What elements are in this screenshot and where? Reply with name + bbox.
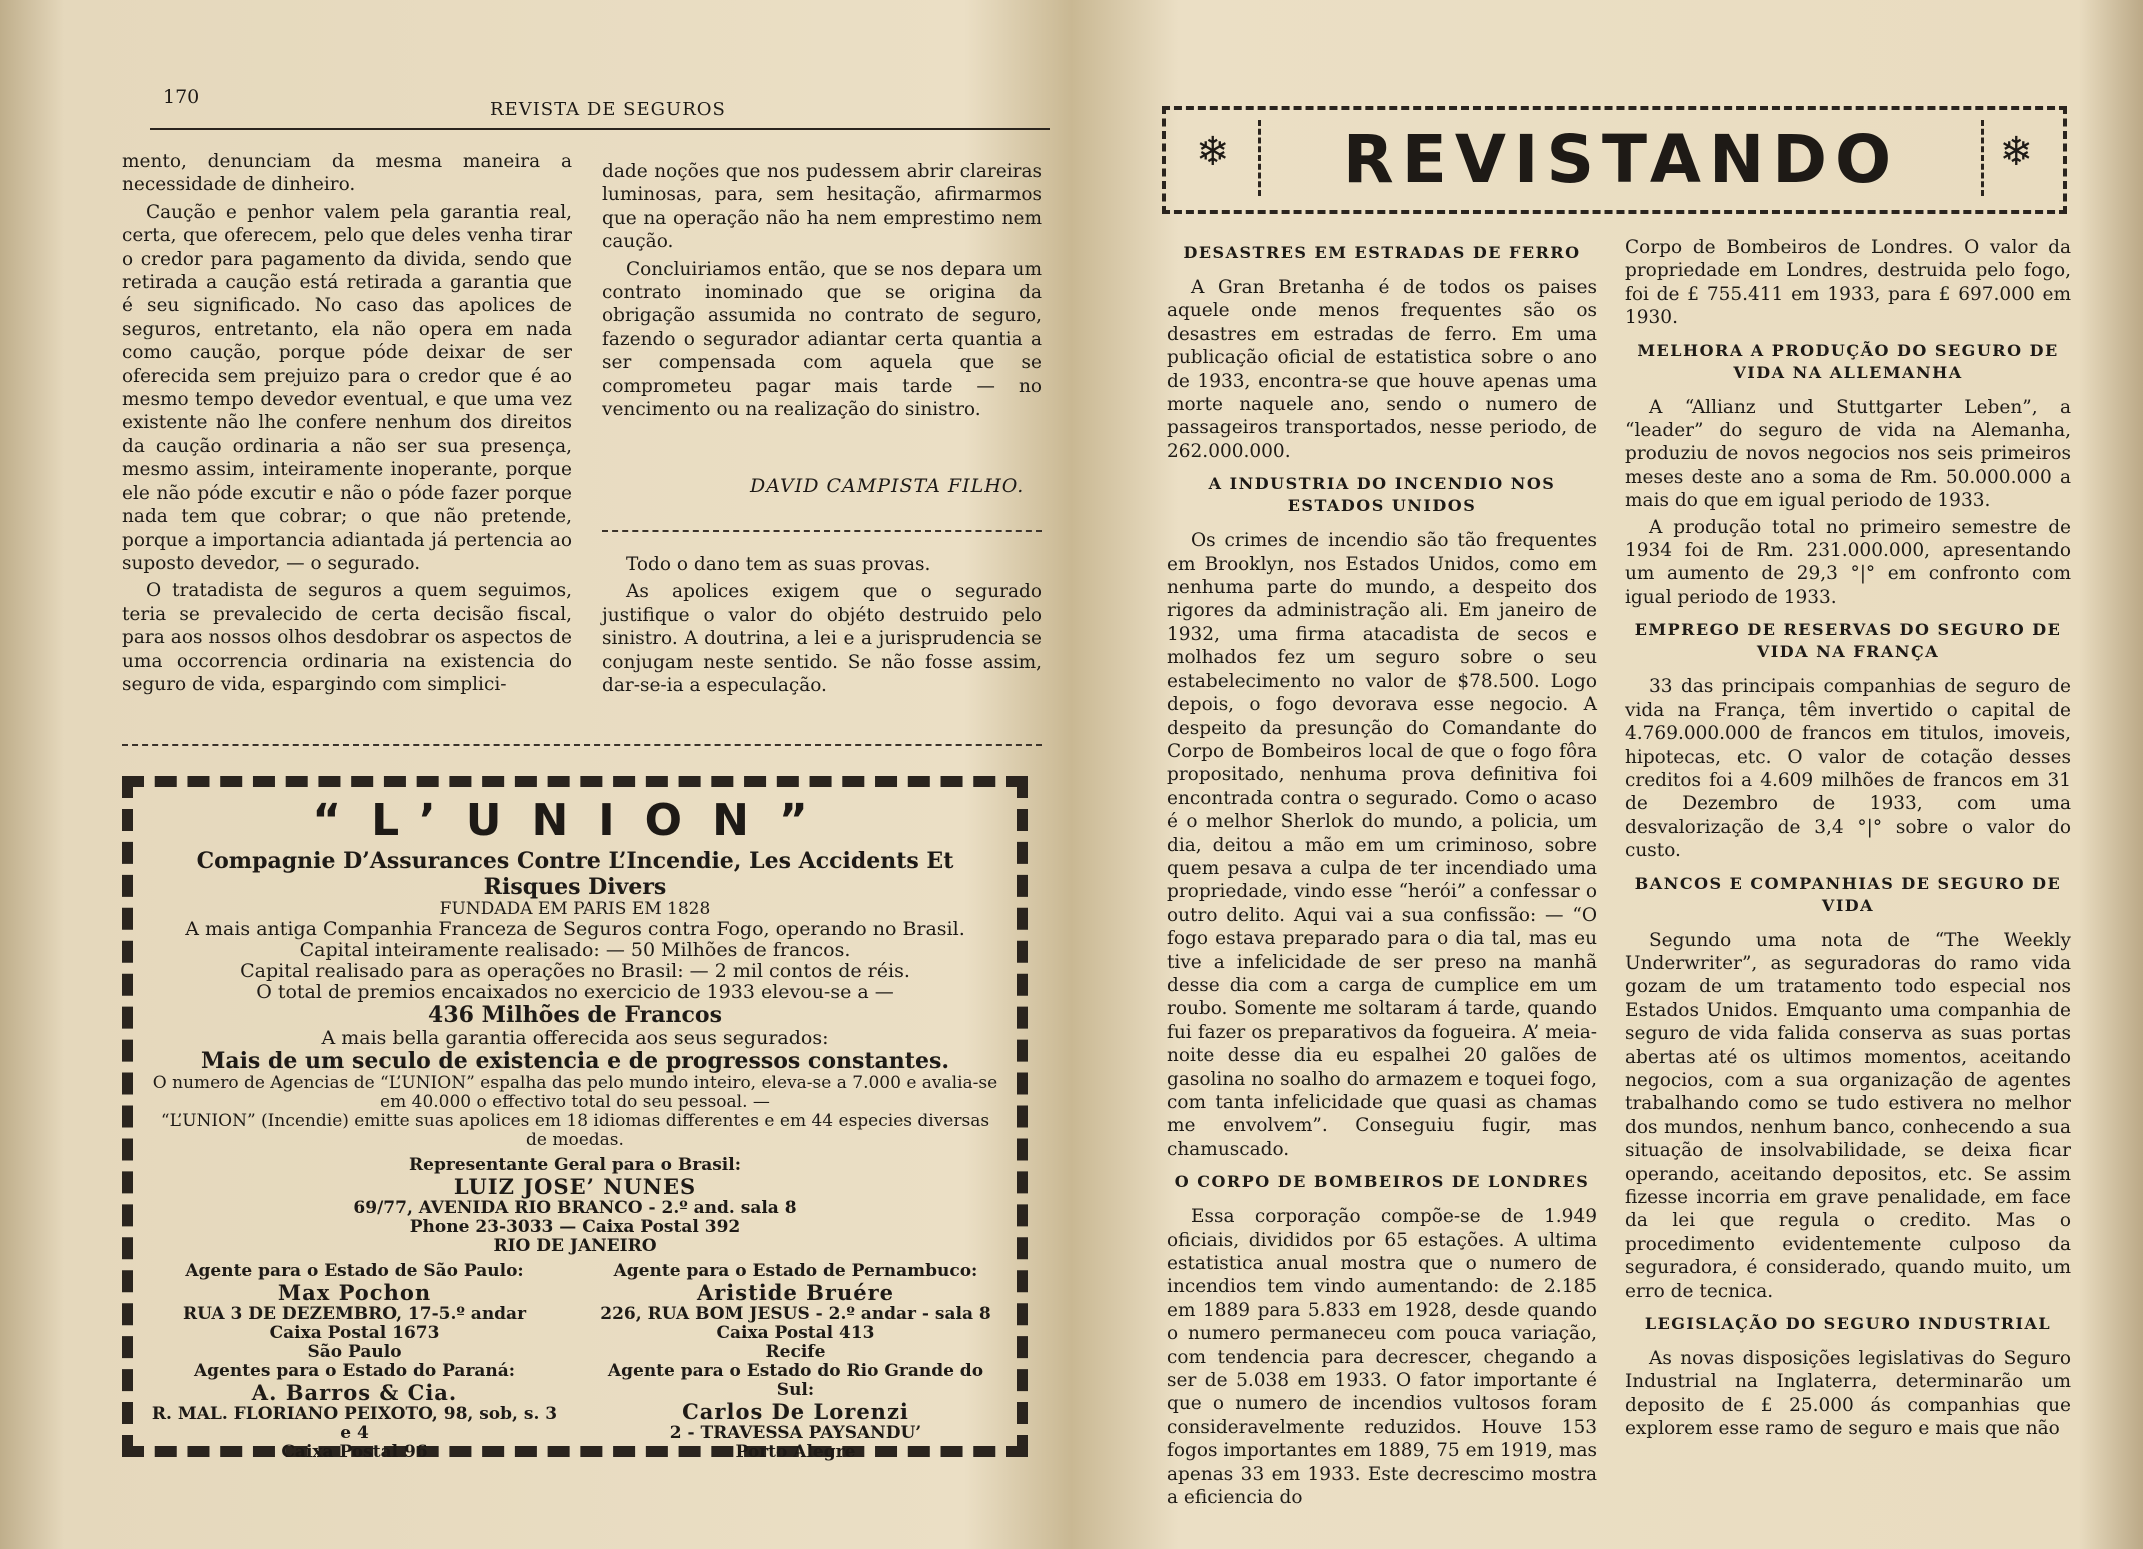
ad-rep-city: RIO DE JANEIRO bbox=[493, 1236, 657, 1256]
paragraph: dade noções que nos pudessem abrir clareiras luminosas, para, sem hesitação, afirmarmos que na operação não ha nem emprestimo nem caução. bbox=[602, 161, 1042, 253]
article-heading: A INDUSTRIA DO INCENDIO NOS ESTADOS UNIDOS bbox=[1208, 474, 1556, 516]
paragraph: As novas disposições legislativas do Seguro Industrial na Inglaterra, determinarão um deposito de £ 25.000 ás companhias que explorem esse ramo de seguro e mais que não bbox=[1625, 1348, 2071, 1440]
ad-agent-box: Caixa Postal 1673 bbox=[269, 1323, 440, 1343]
article-heading: O CORPO DE BOMBEIROS DE LONDRES bbox=[1174, 1172, 1590, 1192]
ad-rep-phone: Phone 23-3033 — Caixa Postal 392 bbox=[409, 1217, 741, 1237]
ad-agent-name: Aristide Bruére bbox=[696, 1280, 895, 1305]
ad-agent-address: 2 - TRAVESSA PAYSANDU’ bbox=[669, 1423, 922, 1443]
ad-agents bbox=[151, 1262, 999, 1462]
section-divider bbox=[602, 530, 1042, 532]
article-heading: BANCOS E COMPANHIAS DE SEGURO DE VIDA bbox=[1634, 873, 2062, 915]
ad-divider bbox=[122, 744, 1042, 746]
paragraph: mento, denunciam da mesma maneira a necessidade de dinheiro. bbox=[122, 151, 572, 196]
paragraph: As apolices exigem que o segurado justifique o valor do objéto destruido pelo sinistro. A doutrina, a lei e a jurisprudencia se conjugam neste sentido. Se não fosse assim, dar-se-ia a especulação. bbox=[602, 581, 1042, 697]
ad-founded: FUNDADA EM PARIS EM 1828 bbox=[439, 899, 711, 919]
ad-agent-city: Porto Alegre bbox=[735, 1442, 856, 1462]
ad-agent-address: 226, RUA BOM JESUS - 2.º andar - sala 8 bbox=[600, 1304, 991, 1324]
ad-rep-address: 69/77, AVENIDA RIO BRANCO - 2.º and. sala 8 bbox=[353, 1198, 797, 1218]
ad-rep-label: Representante Geral para o Brasil: bbox=[409, 1155, 741, 1175]
paragraph: A “Allianz und Stuttgarter Leben”, a “leader” do seguro de vida na Alemanha, produziu de novos negocios nos seis primeiros meses deste ano a soma de Rm. 50.000.000 a mais do que em igual periodo de 1933. bbox=[1625, 396, 2071, 512]
ad-company: Compagnie D’Assurances Contre L’Incendie, Les Accidents Et Risques Divers bbox=[196, 848, 954, 900]
paragraph: 33 das principais companhias de seguro de vida na França, têm invertido o capital de 4.769.000.000 de francos em titulos, imoveis, hipotecas, etc. O valor de cotação desses creditos foi a 4.609 milhões de francos em 31 de Dezembro de 1933, com uma desvalorização de 3,4 °|° sobre o valor do custo. bbox=[1625, 676, 2071, 862]
left-column-1 bbox=[122, 150, 572, 700]
left-column-2-continued bbox=[602, 553, 1042, 701]
snowflake-icon: ❄ bbox=[1999, 129, 2033, 175]
ad-line: A mais antiga Companhia Franceza de Seguros contra Fogo, operando no Brasil. bbox=[185, 918, 965, 940]
ad-brand: “L’UNION” bbox=[312, 795, 838, 846]
ad-line: “L’UNION” (Incendie) emitte suas apolices em 18 idiomas differentes e em 44 especies diversas de moedas. bbox=[160, 1111, 990, 1150]
ad-agents-left bbox=[151, 1262, 558, 1462]
ad-agent-address: RUA 3 DE DEZEMBRO, 17-5.º andar bbox=[182, 1304, 527, 1324]
paragraph: Os crimes de incendio são tão frequentes em Brooklyn, nos Estados Unidos, como em nenhuma parte do mundo, a despeito dos rigores da administração ali. Em janeiro de 1932, uma firma atacadista de secos e molhados fez um seguro sobre o seu estabelecimento no valor de $78.500. Logo depois, o fogo devorava esse negocio. A despeito da presunção do Comandante do Corpo de Bombeiros local de que o fogo fôra propositado, nenhuma prova definitiva foi encontrada contra o segurado. Como o acaso é o melhor Sherlok do mundo, a policia, um dia, deitou a mão em um criminoso, sobre quem pesava a culpa de ter incendiado uma propriedade, vindo esse “herói” a confessar o outro delito. Aqui vai a sua confissão: — “O fogo estava preparado para o dia tal, mas eu tive a infelicidade de ser preso na manhã desse dia com a carga de cumplice em um roubo. Somente me soltaram á tarde, quando fui fazer os preparativos da fogueira. A’ meia-noite desse dia eu espalhei 20 galões de gasolina no soalho do armazem e toquei fogo, com tanta infelicidade que quasi as chamas me envolvem”. Conseguiu fugir, mas chamuscado. bbox=[1167, 530, 1597, 1160]
paragraph: O tratadista de seguros a quem seguimos, teria se prevalecido de certa decisão fiscal, para aos nossos olhos desdobrar os aspectos de uma occorrencia ordinaria na existencia do seguro de vida, espargindo com simplici- bbox=[122, 580, 572, 695]
header-rule bbox=[150, 128, 1050, 130]
ad-agent-label: Agentes para o Estado do Paraná: bbox=[193, 1361, 516, 1381]
article-heading: LEGISLAÇÃO DO SEGURO INDUSTRIAL bbox=[1644, 1314, 2052, 1334]
article-heading: MELHORA A PRODUÇÃO DO SEGURO DE VIDA NA ALLEMANHA bbox=[1637, 340, 2059, 382]
ad-agent-label: Agente para o Estado do Rio Grande do Sul: bbox=[607, 1361, 984, 1400]
ad-highlight: Mais de um seculo de existencia e de progressos constantes. bbox=[200, 1048, 950, 1074]
article-heading: EMPREGO DE RESERVAS DO SEGURO DE VIDA NA FRANÇA bbox=[1634, 620, 2062, 662]
ad-agent-address: R. MAL. FLORIANO PEIXOTO, 98, sob, s. 3 e 4 bbox=[151, 1404, 558, 1443]
right-column-1 bbox=[1167, 232, 1597, 1513]
article-heading: DESASTRES EM ESTRADAS DE FERRO bbox=[1183, 243, 1581, 262]
paragraph: Essa corporação compõe-se de 1.949 oficiais, divididos por 65 estações. A ultima estatistica anual mostra que o numero de incendios tem vindo aumentando: de 2.185 em 1889 para 5.833 em 1928, desde quando o numero permaneceu com pouca variação, com tendencia para decrescer, chegando a ser de 5.038 em 1933. O fator importante é que o numero de incendios vultosos foram consideravelmente reduzidos. Houve 153 fogos importantes em 1889, 75 em 1919, mas apenas 33 em 1933. Este decrescimo mostra a eficiencia do bbox=[1167, 1206, 1597, 1509]
ad-line: O total de premios encaixados no exercicio de 1933 elevou-se a — bbox=[256, 981, 894, 1003]
ad-agent-label: Agente para o Estado de Pernambuco: bbox=[613, 1261, 978, 1281]
paragraph: Concluiriamos então, que se nos depara um contrato inominado que se origina da obrigação assumida no contrato de seguro, fazendo o segurador adiantar certa quantia a ser compensada com aquela que se comprometeu pagar mais tarde — no vencimento ou na realização do sinistro. bbox=[602, 258, 1042, 421]
ad-agent-name: Carlos De Lorenzi bbox=[682, 1399, 909, 1424]
left-column-2 bbox=[602, 160, 1042, 425]
right-column-2 bbox=[1625, 236, 2071, 1444]
ad-agent-box: Caixa Postal 96 bbox=[281, 1442, 428, 1462]
banner-title: REVISTANDO bbox=[1258, 120, 1984, 196]
ad-agent-name: Max Pochon bbox=[277, 1280, 432, 1305]
running-title: REVISTA DE SEGUROS bbox=[490, 99, 726, 120]
paragraph: A produção total no primeiro semestre de 1934 foi de Rm. 231.000.000, apresentando um aumento de 29,3 °|° em confronto com igual periodo de 1933. bbox=[1625, 516, 2071, 608]
author-signature: DAVID CAMPISTA FILHO. bbox=[750, 475, 1025, 497]
paragraph: A Gran Bretanha é de todos os paises aquele onde menos frequentes são os desastres em estradas de ferro. Em uma publicação oficial de estatistica sobre o ano de 1933, encontra-se que houve apenas uma morte naquele ano, sendo o numero de passageiros transportados, nesse periodo, de 262.000.000. bbox=[1167, 277, 1597, 462]
ad-line: Capital realisado para as operações no Brasil: — 2 mil contos de réis. bbox=[240, 960, 910, 982]
page-number: 170 bbox=[163, 86, 200, 108]
snowflake-icon: ❄ bbox=[1196, 129, 1230, 175]
right-page bbox=[1072, 0, 2143, 1549]
lunion-advertisement bbox=[122, 776, 1028, 1462]
ad-rep-name: LUIZ JOSE’ NUNES bbox=[453, 1174, 697, 1199]
ad-agent-name: A. Barros & Cia. bbox=[251, 1380, 458, 1405]
ad-agent-box: Caixa Postal 413 bbox=[716, 1323, 875, 1343]
ad-line: Capital inteiramente realisado: — 50 Milhões de francos. bbox=[299, 939, 851, 961]
paragraph: Todo o dano tem as suas provas. bbox=[626, 554, 931, 575]
revistando-banner bbox=[1162, 106, 2067, 214]
ad-agent-city: São Paulo bbox=[307, 1342, 402, 1362]
ad-agent-label: Agente para o Estado de São Paulo: bbox=[185, 1261, 524, 1281]
ad-line: O numero de Agencias de “L’UNION” espalha das pelo mundo inteiro, eleva-se a 7.000 e avalia-se em 40.000 o effectivo total do seu pessoal. — bbox=[152, 1073, 998, 1112]
paragraph: Caução e penhor valem pela garantia real, certa, que oferecem, pelo que deles venha tirar o credor para pagamento da divida, sendo que retirada a caução está retirada a garantia que é seu significado. No caso das apolices de seguros, entretanto, ela não opera em nada como caução, porque póde deixar de ser oferecida sem prejuizo para o credor que é ao mesmo tempo devedor eventual, e que uma vez existente não lhe confere nenhum dos direitos da caução ordinaria a não ser sua presença, mesmo assim, inteiramente inoperante, porque ele não póde excutir e não o póde fazer porque nada tem que cobrar; o que não pretende, porque a importancia adiantada já pertencia ao suposto devedor, — o segurado. bbox=[122, 201, 572, 574]
ad-highlight: 436 Milhões de Francos bbox=[428, 1002, 722, 1028]
ad-agent-city: Recife bbox=[765, 1342, 826, 1362]
paragraph: Segundo uma nota de “The Weekly Underwriter”, as seguradoras do ramo vida gozam de um tratamento todo especial nos Estados Unidos. Emquanto uma companhia de seguro de vida falida conserva as suas portas abertas até os ultimos momentos, aceitando negocios, com a sua organização de agentes trabalhando como se tudo estivera no melhor dos mundos, nenhum banco, conhecendo a sua situação de insolvabilidade, se deixa ficar operando, aceitando depositos, etc. Se assim fizesse incorria em grave penalidade, em face da lei que regula o credito. Mas o procedimento evidentemente culposo da seguradora, é considerado, quando muito, um erro de tecnica. bbox=[1625, 929, 2071, 1302]
paragraph: Corpo de Bombeiros de Londres. O valor da propriedade em Londres, destruida pelo fogo, foi de £ 755.411 em 1933, para £ 697.000 em 1930. bbox=[1625, 237, 2071, 329]
ad-line: A mais bella garantia offerecida aos seus segurados: bbox=[321, 1027, 829, 1049]
ad-agents-right bbox=[592, 1262, 999, 1462]
